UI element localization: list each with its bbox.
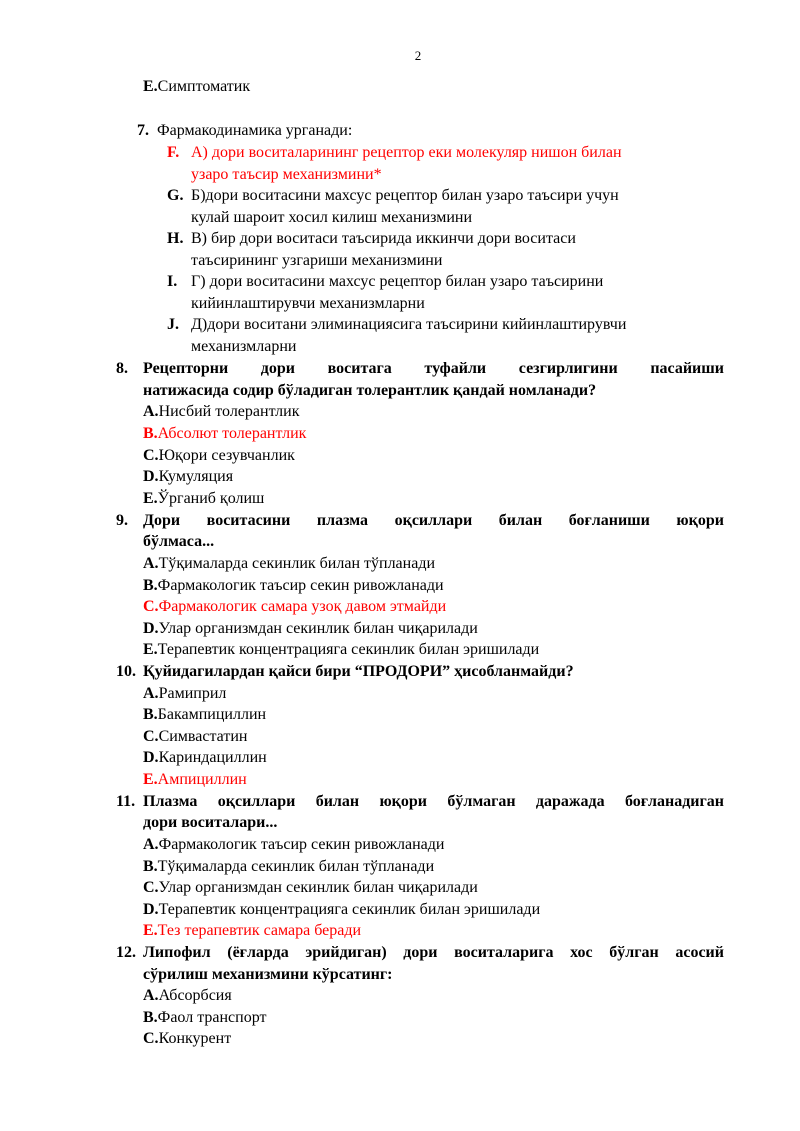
answer-option-q8-b: [143, 423, 306, 445]
option-text: Симптоматик: [157, 78, 251, 95]
option-text: Фаол транспорт: [157, 1009, 267, 1026]
option-letter: B.: [143, 858, 158, 875]
option-letter: E.: [143, 490, 158, 507]
question-number: 9.: [116, 512, 128, 529]
answer-option-q9-d: [143, 618, 478, 640]
option-text: Кариндациллин: [158, 749, 267, 766]
page-number: 2: [414, 48, 422, 63]
answer-option-q11-d: [143, 899, 540, 921]
option-text: Тўқималарда секинлик билан тўпланади: [158, 555, 436, 572]
option-letter: A.: [143, 987, 159, 1004]
option-text-line-2: кийинлаштирувчи механизмларни: [191, 295, 425, 312]
option-text: Фармакологик таъсир секин ривожланади: [158, 836, 445, 853]
option-letter: G.: [167, 187, 184, 204]
option-letter: E.: [143, 771, 158, 788]
option-letter: B.: [143, 577, 158, 594]
question-text-line-2: натижасида содир бўладиган толерантлик қандай номланади?: [143, 382, 597, 399]
answer-option-q10-b: [143, 704, 266, 726]
option-letter: E.: [143, 922, 158, 939]
option-letter: D.: [143, 901, 159, 918]
option-text: Фармакологик таъсир секин ривожланади: [157, 577, 444, 594]
option-letter: A.: [143, 685, 159, 702]
option-letter: J.: [167, 316, 179, 333]
option-text: Абсолют толерантлик: [157, 425, 307, 442]
question-text-line-2: бўлмаса...: [143, 533, 215, 550]
answer-option-q11-c: [143, 877, 478, 899]
option-letter: C.: [143, 598, 159, 615]
option-text: Терапевтик концентрацияга секинлик билан эришилади: [157, 641, 540, 658]
option-text-line-1: В) бир дори воситаси таъсирида иккинчи дори воситаси: [191, 230, 576, 247]
answer-option-q12-c: [143, 1028, 231, 1050]
answer-option-q12-a: [143, 985, 232, 1007]
option-text: Юқори сезувчанлик: [158, 447, 295, 464]
option-letter: D.: [143, 468, 159, 485]
question-text-line-2: сўрилиш механизмини кўрсатинг:: [143, 966, 393, 983]
option-text-line-1: Б)дори воситасини махсус рецептор билан узаро таъсири учун: [191, 187, 619, 204]
option-letter: D.: [143, 620, 159, 637]
option-text: Улар организмдан секинлик билан чиқарилади: [158, 620, 478, 637]
option-text: Рамиприл: [158, 685, 227, 702]
option-text: Улар организмдан секинлик билан чиқарилади: [158, 879, 478, 896]
answer-option-q10-d: [143, 747, 267, 769]
answer-option-q8-e: [143, 488, 264, 510]
option-text: Нисбий толерантлик: [158, 403, 300, 420]
answer-option-q11-e: [143, 920, 361, 942]
answer-option-q9-a: [143, 553, 435, 575]
option-text-line-1: Г) дори воситасини махсус рецептор билан узаро таъсирини: [191, 273, 604, 290]
question-text-line-1: Дори воситасини плазма оқсиллари билан боғланиши юқори: [143, 512, 724, 529]
option-text: Ўрганиб қолиш: [157, 490, 265, 507]
answer-option-q8-a: [143, 401, 299, 423]
option-text-line-2: кулай шароит хосил килиш механизмини: [191, 209, 473, 226]
question-text-line-1: Липофил (ёғларда эрийдиган) дори воситаларига хос бўлган асосий: [143, 944, 724, 961]
answer-option-q10-c: [143, 726, 247, 748]
question-text-line-1: Рецепторни дори воситага туфайли сезгирлигини пасайиши: [143, 360, 724, 377]
question-number: 11.: [116, 793, 136, 810]
question-text-line-2: дори воситалари...: [143, 814, 278, 831]
answer-option-q12-b: [143, 1007, 266, 1029]
question-text-line-1: Плазма оқсиллари билан юқори бўлмаган даражада боғланадиган: [143, 793, 724, 810]
question-number: 12.: [116, 944, 136, 961]
option-text-line-1: Д)дори воситани элиминациясига таъсирини кийинлаштирувчи: [191, 316, 627, 333]
option-letter: A.: [143, 836, 159, 853]
option-text-line-2: механизмларни: [191, 338, 297, 355]
answer-option-q10-a: [143, 683, 226, 705]
answer-option-q9-e: [143, 639, 539, 661]
answer-option-q8-c: [143, 445, 295, 467]
answer-option-q9-c: [143, 596, 446, 618]
option-text-line-2: таъсирининг узгариши механизмини: [191, 252, 443, 269]
option-text: Ампициллин: [157, 771, 247, 788]
answer-option-q9-b: [143, 575, 444, 597]
option-text: Абсорбсия: [158, 987, 232, 1004]
question-number: 7.: [137, 122, 149, 139]
answer-option-q11-b: [143, 856, 434, 878]
option-text: Фармакологик самара узоқ давом этмайди: [158, 598, 447, 615]
option-letter: E.: [143, 78, 158, 95]
option-letter: I.: [167, 273, 178, 290]
option-letter: D.: [143, 749, 159, 766]
option-text: Терапевтик концентрацияга секинлик билан эришилади: [158, 901, 541, 918]
option-letter: C.: [143, 447, 159, 464]
option-text: Кумуляция: [158, 468, 234, 485]
question-text-line-1: Қуйидагилардан қайси бири “ПРОДОРИ” ҳисобланмайди?: [143, 663, 574, 680]
option-letter: B.: [143, 1009, 158, 1026]
option-text: Конкурент: [158, 1030, 232, 1047]
answer-option-q8-d: [143, 466, 233, 488]
option-text: Тўқималарда секинлик билан тўпланади: [157, 858, 435, 875]
option-letter: C.: [143, 879, 159, 896]
option-letter: A.: [143, 555, 159, 572]
option-letter: B.: [143, 706, 158, 723]
option-letter: A.: [143, 403, 159, 420]
question-number: 10.: [116, 663, 136, 680]
option-text-line-2: узаро таъсир механизмини*: [191, 166, 382, 183]
answer-option-prev-e: [143, 76, 250, 98]
answer-option-q10-e: [143, 769, 247, 791]
question-text: Фармакодинамика урганади:: [157, 122, 353, 139]
option-letter: E.: [143, 641, 158, 658]
option-text: Симвастатин: [158, 728, 248, 745]
option-text-line-1: А) дори воситаларининг рецептор еки молекуляр нишон билан: [191, 144, 622, 161]
question-number: 8.: [116, 360, 128, 377]
question-7: [137, 120, 352, 142]
option-text: Тез терапевтик самара беради: [157, 922, 362, 939]
answer-option-q11-a: [143, 834, 444, 856]
option-text: Бакампициллин: [157, 706, 267, 723]
option-letter: B.: [143, 425, 158, 442]
option-letter: C.: [143, 728, 159, 745]
option-letter: H.: [167, 230, 184, 247]
option-letter: F.: [167, 144, 180, 161]
option-letter: C.: [143, 1030, 159, 1047]
